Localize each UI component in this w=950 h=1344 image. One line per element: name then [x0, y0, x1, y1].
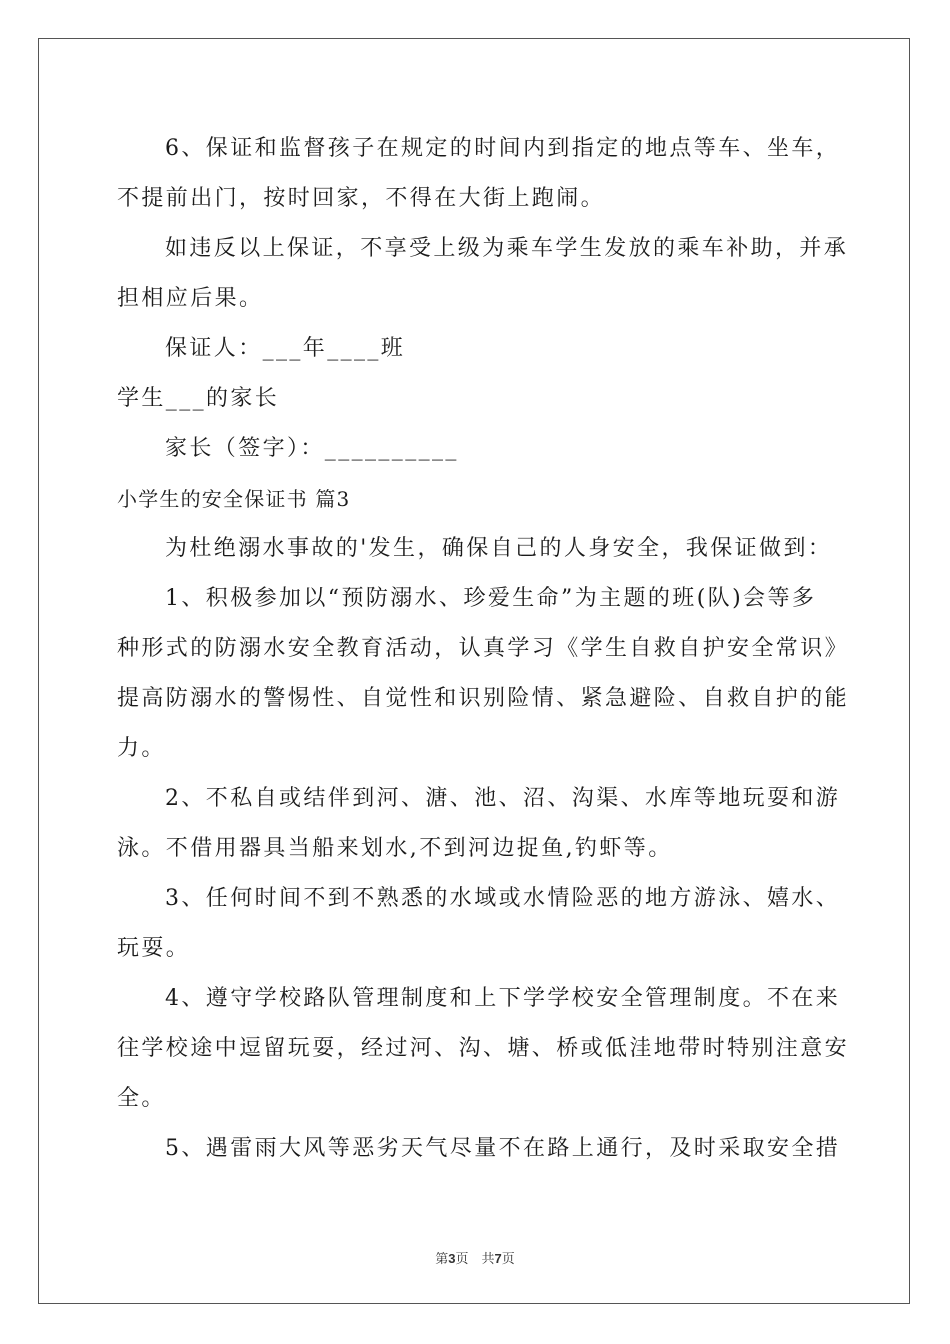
page-footer	[0, 1248, 950, 1267]
guarantor-line: 保证人：___年____班	[165, 336, 406, 361]
paragraph-line: 泳。不借用器具当船来划水,不到河边捉鱼,钓虾等。	[117, 836, 673, 861]
paragraph-line: 全。	[117, 1086, 166, 1111]
paragraph-line: 往学校途中逗留玩耍，经过河、沟、塘、桥或低洼地带时特别注意安	[117, 1036, 850, 1061]
paragraph-line: 3、任何时间不到不熟悉的水域或水情险恶的地方游泳、嬉水、	[165, 886, 841, 911]
paragraph-line: 力。	[117, 736, 166, 761]
section-heading: 小学生的安全保证书 篇3	[117, 487, 351, 511]
paragraph-line: 担相应后果。	[117, 286, 264, 311]
paragraph-line: 4、遵守学校路队管理制度和上下学学校安全管理制度。不在来	[165, 986, 841, 1011]
parent-signature-line: 家长（签字）：__________	[165, 436, 459, 461]
paragraph-line: 如违反以上保证，不享受上级为乘车学生发放的乘车补助，并承	[165, 236, 849, 261]
paragraph-line: 5、遇雷雨大风等恶劣天气尽量不在路上通行，及时采取安全措	[165, 1136, 841, 1161]
total-pages: 7	[494, 1251, 502, 1266]
parent-of-student-line: 学生___的家长	[117, 386, 280, 411]
page-border	[38, 38, 910, 1304]
paragraph-line: 为杜绝溺水事故的'发生，确保自己的人身安全，我保证做到：	[165, 536, 833, 561]
page-number: 3	[448, 1251, 456, 1266]
footer-middle: 页 共	[455, 1252, 495, 1267]
paragraph-line: 6、保证和监督孩子在规定的时间内到指定的地点等车、坐车，	[165, 136, 841, 161]
paragraph-line: 2、不私自或结伴到河、溏、池、沼、沟渠、水库等地玩耍和游	[165, 786, 841, 811]
footer-prefix: 第	[435, 1252, 449, 1267]
paragraph-line: 玩耍。	[117, 936, 191, 961]
paragraph-line: 不提前出门，按时回家，不得在大街上跑闹。	[117, 186, 606, 211]
paragraph-line: 1、积极参加以“预防溺水、珍爱生命”为主题的班(队)会等多	[165, 586, 817, 611]
paragraph-line: 提高防溺水的警惕性、自觉性和识别险情、紧急避险、自救自护的能	[117, 686, 850, 711]
footer-suffix: 页	[501, 1252, 515, 1267]
paragraph-line: 种形式的防溺水安全教育活动，认真学习《学生自救自护安全常识》	[117, 636, 850, 661]
